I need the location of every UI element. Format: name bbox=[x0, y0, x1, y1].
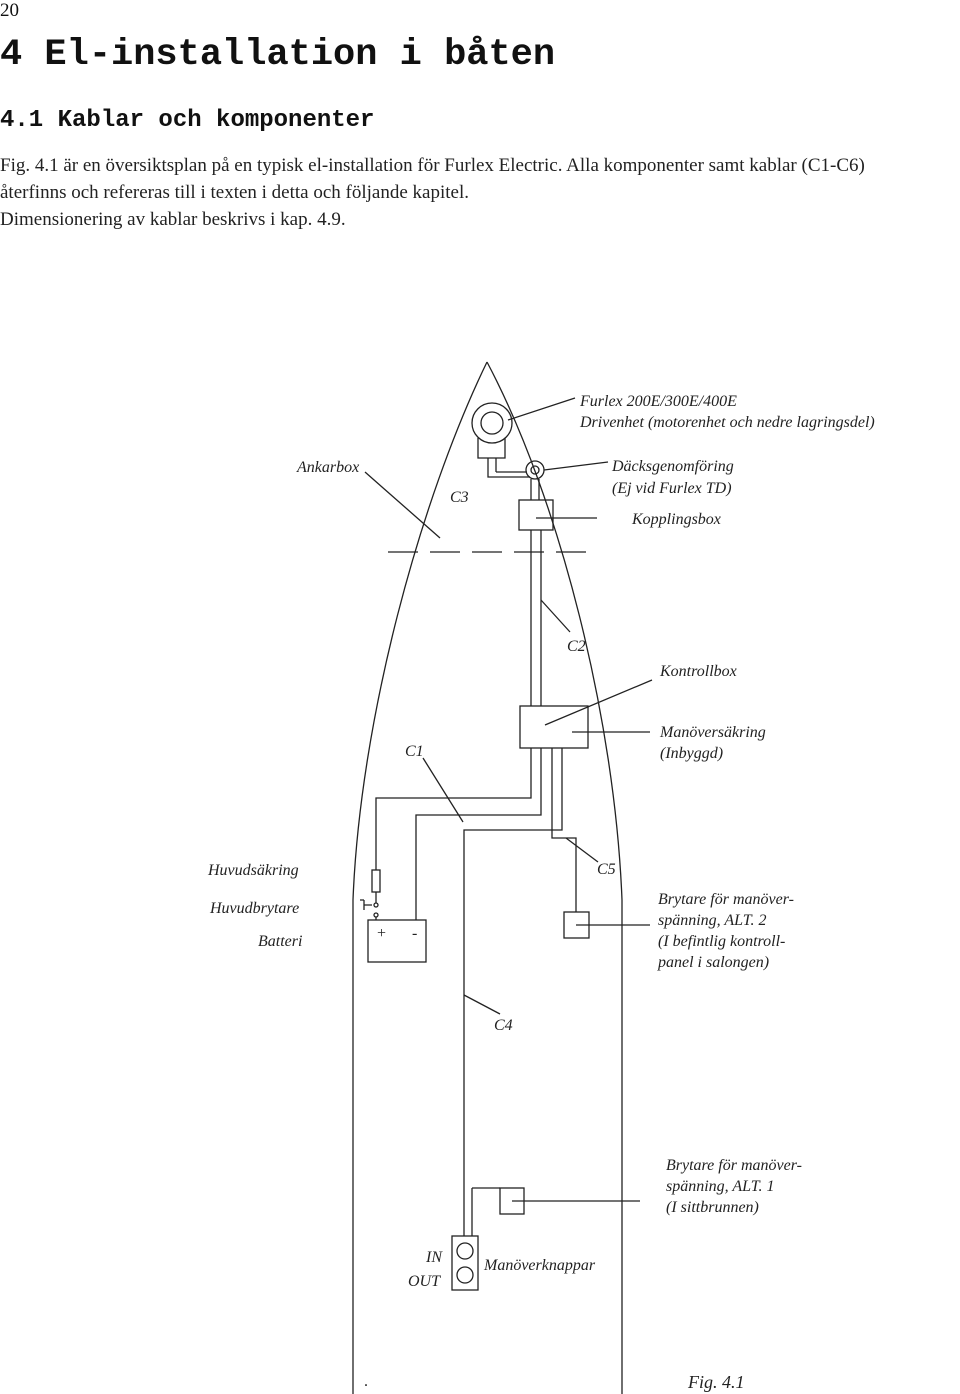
control-box bbox=[520, 706, 588, 748]
button-out bbox=[457, 1267, 473, 1283]
label-c4: C4 bbox=[494, 1017, 513, 1034]
label-c5: C5 bbox=[597, 861, 616, 878]
label-alt1-line3: (I sittbrunnen) bbox=[666, 1199, 759, 1216]
label-huvudsakring: Huvudsäkring bbox=[208, 862, 299, 879]
button-in bbox=[457, 1243, 473, 1259]
label-dot: . bbox=[364, 1373, 368, 1390]
label-c2: C2 bbox=[567, 638, 586, 655]
label-c1: C1 bbox=[405, 743, 424, 760]
label-ankarbox: Ankarbox bbox=[297, 459, 360, 476]
connection-box bbox=[519, 500, 553, 530]
intro-line: Dimensionering av kablar beskrivs i kap. 4.9. bbox=[0, 209, 346, 230]
label-alt2-line3: (I befintlig kontroll- bbox=[658, 933, 786, 950]
label-alt1-line1: Brytare för manöver- bbox=[666, 1157, 802, 1174]
label-fuse-line1: Manöversäkring bbox=[660, 724, 766, 741]
intro-line: Fig. 4.1 är en översiktsplan på en typisk el-installation för Furlex Electric. Alla komponenter samt kablar (C1-C6) bbox=[0, 155, 865, 176]
control-buttons bbox=[452, 1236, 478, 1290]
section-heading: 4.1 Kablar och komponenter bbox=[0, 107, 375, 134]
label-manoverknappar: Manöverknappar bbox=[484, 1257, 596, 1274]
label-huvudbrytare: Huvudbrytare bbox=[210, 900, 300, 917]
label-deck-line1: Däcksgenomföring bbox=[612, 458, 734, 475]
label-out: OUT bbox=[408, 1273, 441, 1290]
battery-minus: - bbox=[412, 925, 418, 942]
label-kopplingsbox: Kopplingsbox bbox=[632, 511, 721, 528]
intro-line: återfinns och refereras till i texten i detta och följande kapitel. bbox=[0, 182, 469, 203]
label-fuse-line2: (Inbyggd) bbox=[660, 745, 724, 762]
label-deck-line2: (Ej vid Furlex TD) bbox=[612, 480, 732, 497]
label-in: IN bbox=[426, 1249, 442, 1266]
main-switch bbox=[374, 903, 378, 907]
chapter-heading: 4 El-installation i båten bbox=[0, 34, 556, 76]
label-kontrollbox: Kontrollbox bbox=[660, 663, 737, 680]
label-batteri: Batteri bbox=[258, 933, 303, 950]
page-number: 20 bbox=[0, 0, 19, 21]
main-fuse bbox=[372, 870, 380, 892]
label-alt2-line4: panel i salongen) bbox=[658, 954, 770, 971]
label-c3: C3 bbox=[450, 489, 469, 506]
label-alt2-line1: Brytare för manöver- bbox=[658, 891, 794, 908]
boat-hull bbox=[353, 362, 622, 1394]
battery-plus: + bbox=[377, 925, 387, 942]
label-alt2-line2: spänning, ALT. 2 bbox=[658, 912, 767, 929]
label-alt1-line2: spänning, ALT. 1 bbox=[666, 1178, 775, 1195]
figure-caption: Fig. 4.1 bbox=[688, 1372, 745, 1392]
drive-unit-icon bbox=[472, 403, 512, 443]
label-drive-line2: Drivenhet (motorenhet och nedre lagringsdel) bbox=[580, 414, 875, 431]
label-drive-line1: Furlex 200E/300E/400E bbox=[580, 393, 737, 410]
